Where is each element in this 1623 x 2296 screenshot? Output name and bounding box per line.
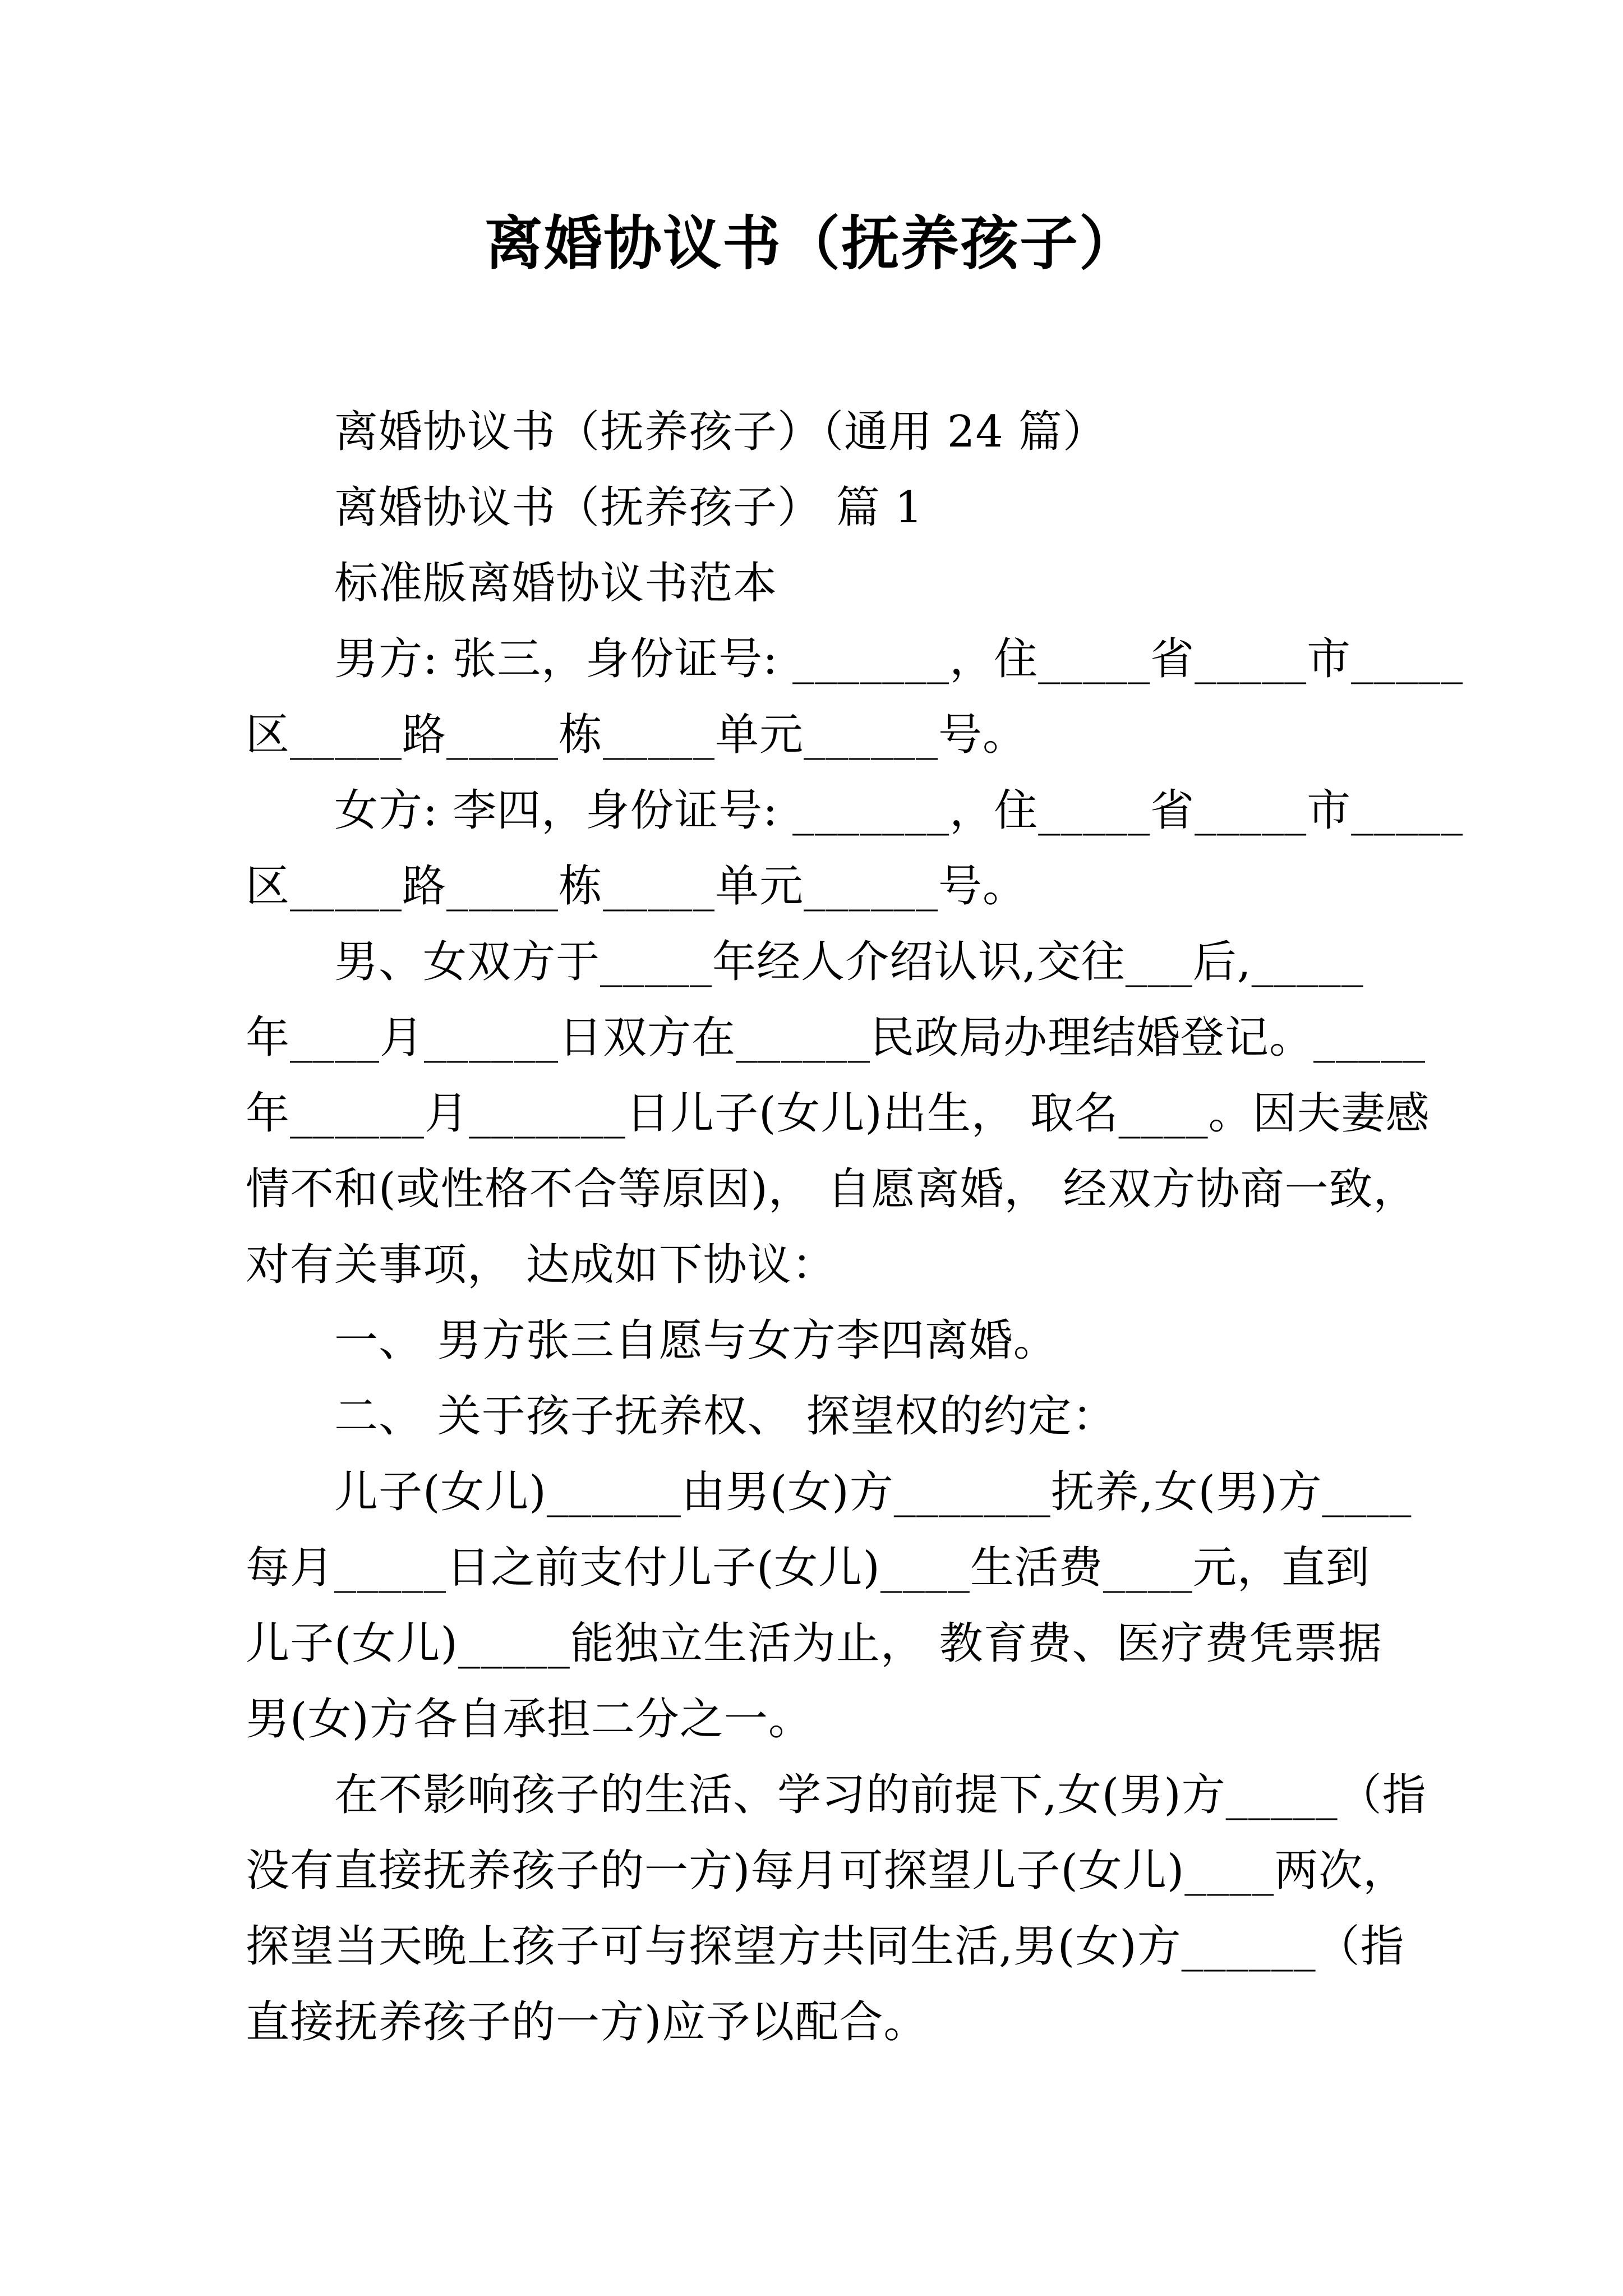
text-line: 探望当天晚上孩子可与探望方共同生活,男(女)方______（指	[246, 1921, 1405, 1972]
text-line: 在不影响孩子的生活、学习的前提下,女(男)方_____（指	[246, 1770, 1427, 1820]
text-line: 没有直接抚养孩子的一方)每月可探望儿子(女儿)____两次，	[246, 1846, 1408, 1896]
text-line: 情不和(或性格不合等原因)， 自愿离婚， 经双方协商一致，	[246, 1164, 1418, 1214]
document-body	[246, 394, 1464, 2060]
text-line: 直接抚养孩子的一方)应予以配合。	[246, 1997, 928, 2047]
text-line: 区_____路_____栋_____单元______号。	[246, 861, 1027, 912]
document-title: 离婚协议书（抚养孩子）	[484, 209, 1138, 278]
text-line: 离婚协议书（抚养孩子）（通用 24 篇）	[246, 407, 1107, 457]
text-line: 年______月_______日儿子(女儿)出生， 取名____。因夫妻感	[246, 1088, 1430, 1139]
text-line: 每月_____日之前支付儿子(女儿)____生活费____元，直到	[246, 1543, 1370, 1593]
text-line: 儿子(女儿)______由男(女)方_______抚养,女(男)方____	[246, 1467, 1412, 1517]
text-line: 区_____路_____栋_____单元______号。	[246, 710, 1027, 760]
text-line: 离婚协议书（抚养孩子） 篇 1	[246, 482, 924, 533]
text-line: 男(女)方各自承担二分之一。	[246, 1694, 813, 1745]
text-line: 男、女双方于_____年经人介绍认识,交往___后,_____	[246, 937, 1364, 987]
text-line: 女方: 李四，身份证号: _______，住_____省_____市_____	[246, 785, 1464, 836]
text-line: 儿子(女儿)_____能独立生活为止， 教育费、医疗费凭票据	[246, 1618, 1382, 1669]
text-line: 年____月______日双方在______民政局办理结婚登记。_____	[246, 1013, 1426, 1063]
text-line: 男方: 张三，身份证号: _______，住_____省_____市_____	[246, 634, 1464, 684]
text-line: 标准版离婚协议书范本	[246, 558, 778, 609]
text-line: 一、 男方张三自愿与女方李四离婚。	[246, 1315, 1058, 1366]
text-line: 二、 关于孩子抚养权、 探望权的约定：	[246, 1391, 1117, 1442]
text-line: 对有关事项， 达成如下协议：	[246, 1240, 836, 1290]
